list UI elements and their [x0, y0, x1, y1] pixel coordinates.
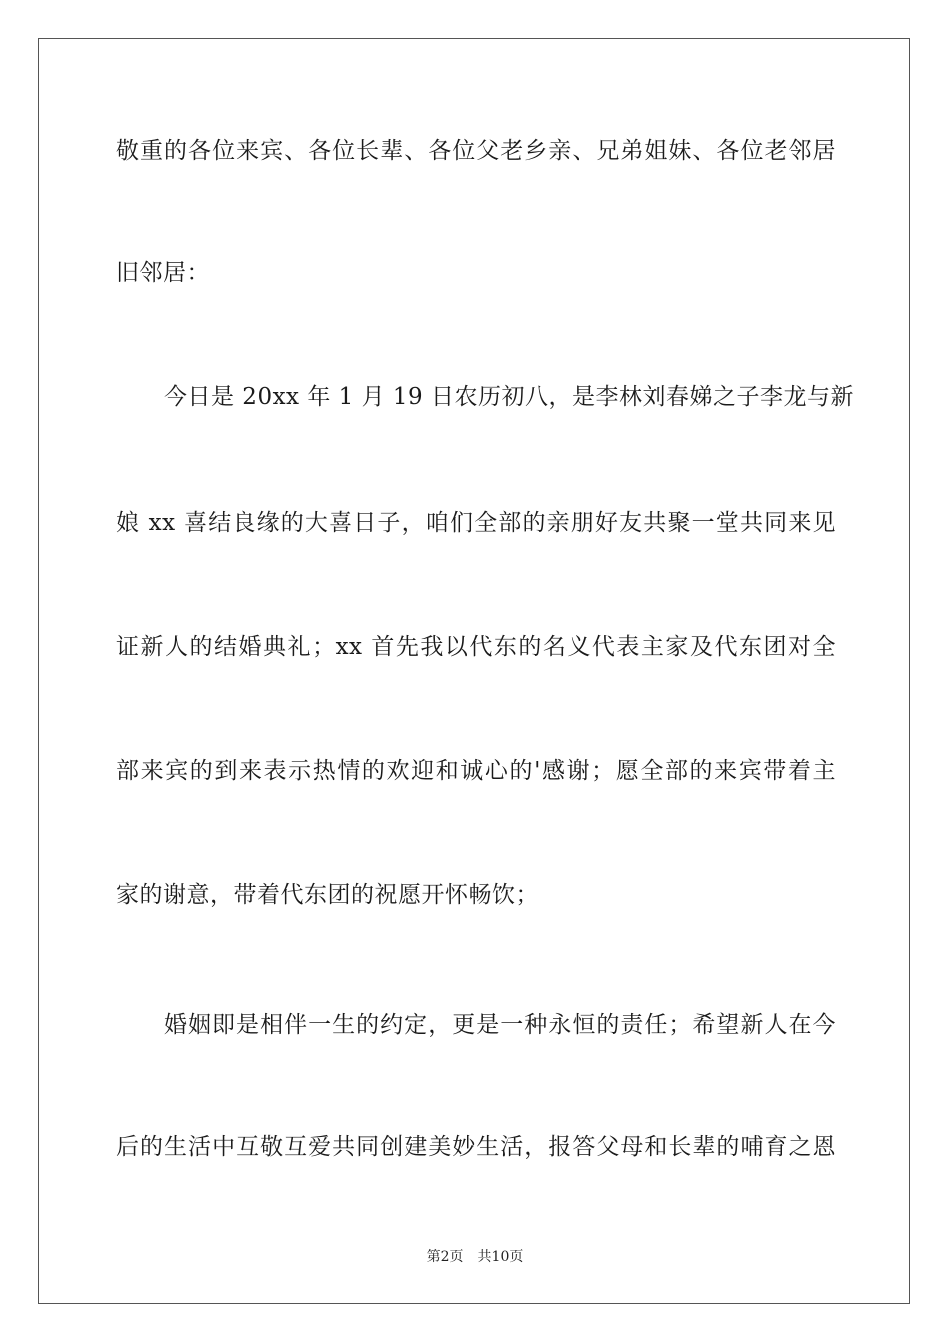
text-line-9: 后的生活中互敬互爱共同创建美妙生活，报答父母和长辈的哺育之恩 [116, 1134, 836, 1160]
text-line-1: 敬重的各位来宾、各位长辈、各位父老乡亲、兄弟姐妹、各位老邻居 [116, 138, 836, 164]
page-border [38, 38, 910, 1304]
text-line-8: 婚姻即是相伴一生的约定，更是一种永恒的责任；希望新人在今 [164, 1012, 836, 1038]
text-line-6: 部来宾的到来表示热情的欢迎和诚心的'感谢；愿全部的来宾带着主 [116, 758, 836, 784]
text-line-3: 今日是 20xx 年 1 月 19 日农历初八，是李林刘春娣之子李龙与新 [164, 384, 854, 410]
total-pages: 共10页 [477, 1249, 524, 1265]
text-line-5: 证新人的结婚典礼；xx 首先我以代东的名义代表主家及代东团对全 [116, 634, 836, 660]
page-footer [0, 1248, 950, 1266]
text-line-2: 旧邻居： [116, 260, 210, 286]
page-number: 第2页 [426, 1249, 464, 1265]
text-line-4: 娘 xx 喜结良缘的大喜日子，咱们全部的亲朋好友共聚一堂共同来见 [116, 510, 836, 536]
text-line-7: 家的谢意，带着代东团的祝愿开怀畅饮； [116, 882, 539, 908]
